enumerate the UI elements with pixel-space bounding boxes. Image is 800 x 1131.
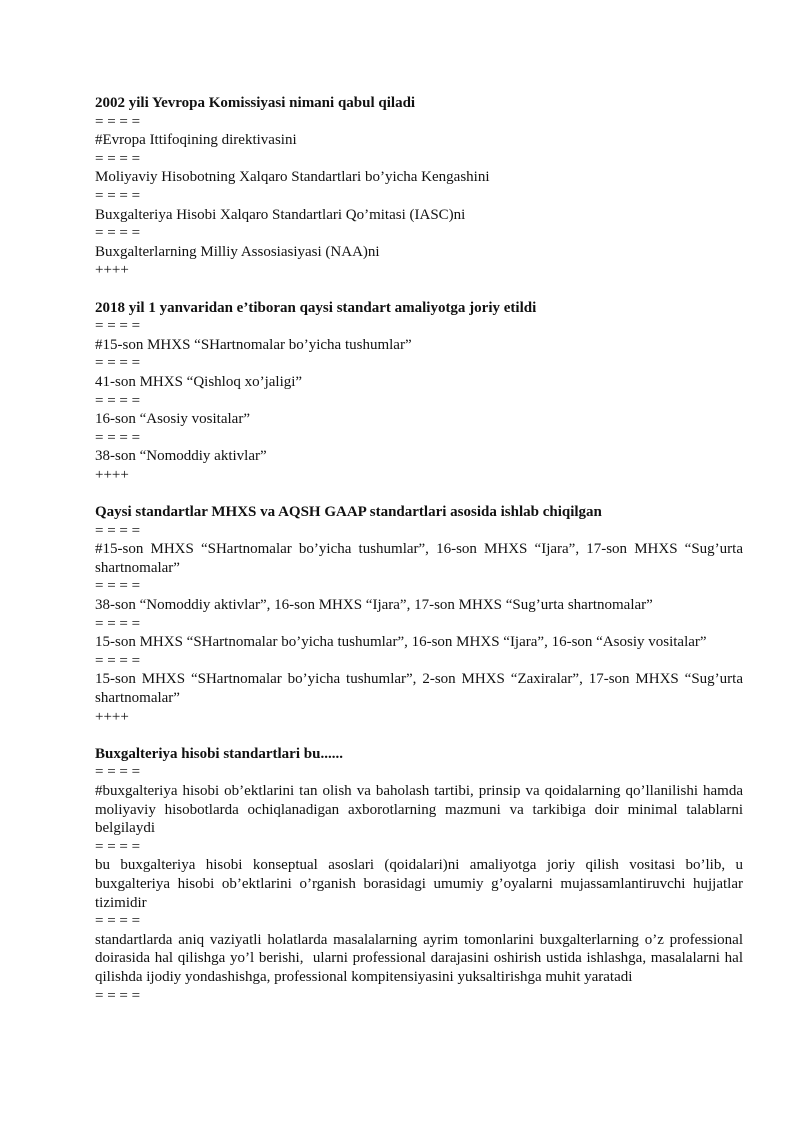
separator: = = = =: [95, 522, 141, 539]
question-block-2: [95, 299, 743, 485]
separator: = = = =: [95, 838, 141, 855]
answer-option: 38-son “Nomoddiy aktivlar”: [95, 448, 267, 465]
answer-option: 16-son “Asosiy vositalar”: [95, 411, 250, 428]
separator: = = = =: [95, 150, 141, 167]
answer-option: standartlarda aniq vaziyatli holatlarda masalalarning ayrim tomonlarini buxgalterlarning o’z professional doirasida hal qilishga yo’l berishi, ularni professional darajasini oshirish ustida ishlashga, masalalarni hal qilishda ijodiy yondashishga, professional kompitensiyasini yuksaltirishga muhit yaratadi: [95, 931, 747, 985]
answer-option: bu buxgalteriya hisobi konseptual asoslari (qoidalari)ni amaliyotga joriy qilish vositasi bo’lib, u buxgalteriya hisobi ob’ektlarini o’rganish borasidagi umumiy g’oyalarni mujassamlantiruvchi hujjatlar tizimidir: [95, 857, 747, 911]
answer-option: #Evropa Ittifoqining direktivasini: [95, 132, 297, 149]
answer-option: Buxgalterlarning Milliy Assosiasiyasi (NAA)ni: [95, 243, 380, 260]
answer-option: #15-son MHXS “SHartnomalar bo’yicha tushumlar”: [95, 336, 412, 353]
answer-option: 15-son MHXS “SHartnomalar bo’yicha tushumlar”, 2-son MHXS “Zaxiralar”, 17-son MHXS “Sug’urta shartnomalar”: [95, 671, 747, 706]
separator: = = = =: [95, 113, 141, 130]
separator: = = = =: [95, 913, 141, 930]
separator: = = = =: [95, 652, 141, 669]
document-page: [95, 94, 747, 1005]
answer-option: 38-son “Nomoddiy aktivlar”, 16-son MHXS “Ijara”, 17-son MHXS “Sug’urta shartnomalar”: [95, 597, 653, 614]
question-text: Qaysi standartlar MHXS va AQSH GAAP standartlari asosida ishlab chiqilgan: [95, 504, 602, 521]
question-block-4: [95, 745, 747, 1005]
question-block-3: [95, 503, 747, 726]
answer-option: #15-son MHXS “SHartnomalar bo’yicha tushumlar”, 16-son MHXS “Ijara”, 17-son MHXS “Sug’urta shartnomalar”: [95, 541, 747, 576]
separator: = = = =: [95, 429, 141, 446]
question-text: Buxgalteriya hisobi standartlari bu......: [95, 745, 343, 762]
separator: = = = =: [95, 318, 141, 335]
answer-option: Buxgalteriya Hisobi Xalqaro Standartlari Qo’mitasi (IASC)ni: [95, 206, 466, 223]
separator: = = = =: [95, 187, 141, 204]
answer-option: 41-son MHXS “Qishloq xo’jaligi”: [95, 373, 303, 390]
block-end-marker: ++++: [95, 708, 129, 725]
block-end-marker: ++++: [95, 262, 129, 279]
answer-option: 15-son MHXS “SHartnomalar bo’yicha tushumlar”, 16-son MHXS “Ijara”, 16-son “Asosiy vositalar”: [95, 634, 707, 651]
question-text: 2018 yil 1 yanvaridan e’tiboran qaysi standart amaliyotga joriy etildi: [95, 299, 537, 316]
block-end-marker: ++++: [95, 466, 129, 483]
separator: = = = =: [95, 392, 141, 409]
question-text: 2002 yili Yevropa Komissiyasi nimani qabul qiladi: [95, 95, 416, 111]
separator: = = = =: [95, 225, 141, 242]
answer-option: Moliyaviy Hisobotning Xalqaro Standartlari bo’yicha Kengashini: [95, 169, 490, 186]
separator: = = = =: [95, 578, 141, 595]
answer-option: #buxgalteriya hisobi ob’ektlarini tan olish va baholash tartibi, prinsip va qoidalarning qo’llanilishi hamda moliyaviy hisobotlarda ochiqlanadigan axborotlarning mazmuni va tarkibiga doir minimal talablarni belgilaydi: [95, 782, 747, 837]
separator: = = = =: [95, 355, 141, 372]
separator: = = = =: [95, 764, 141, 781]
separator: = = = =: [95, 987, 141, 1004]
separator: = = = =: [95, 615, 141, 632]
question-block-1: [95, 94, 743, 280]
